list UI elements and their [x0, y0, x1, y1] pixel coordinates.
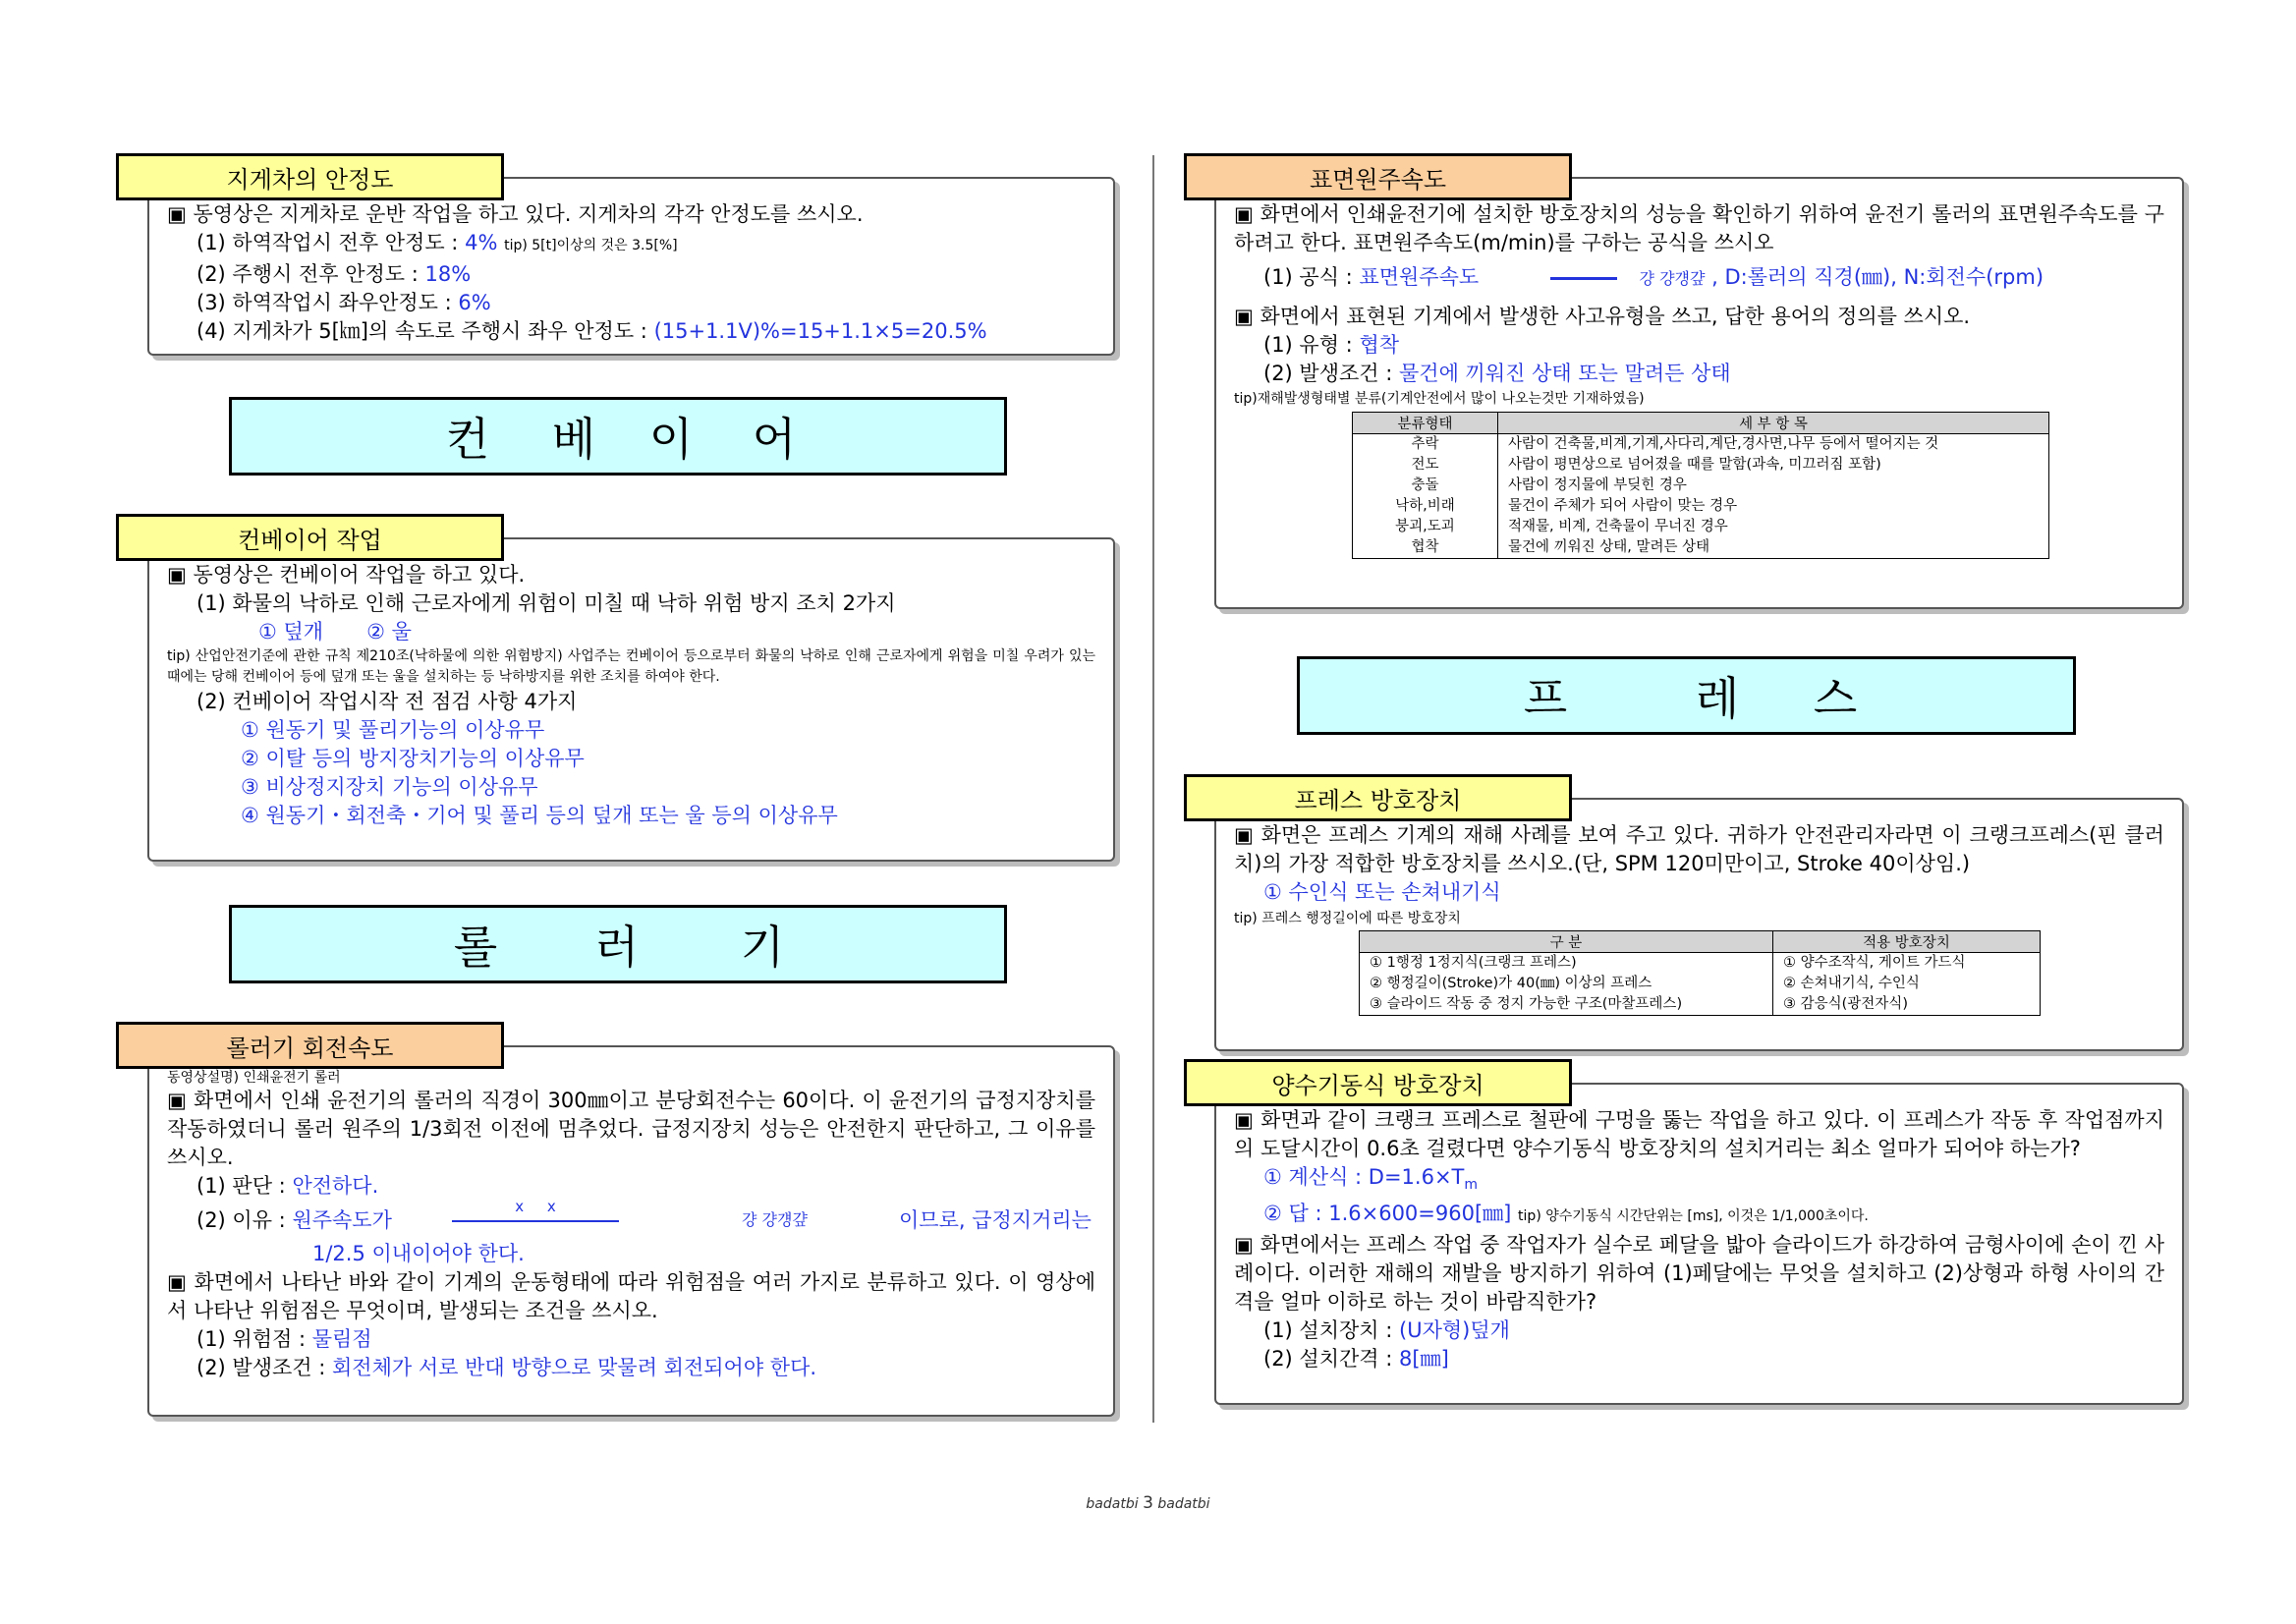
table-row: ② 행정길이(Stroke)가 40(㎜) 이상의 프레스 ② 손쳐내기식, 수인식: [1360, 974, 2041, 994]
roller-question-1: ▣ 화면에서 인쇄 윤전기의 롤러의 직경이 300㎜이고 분당회전수는 60이다. 이 윤전기의 급정지장치를 작동하였더니 롤러 원주의 1/3회전 이전에 멈추었다. 급정지장치 성능은 안전한지 판단하고, 그 이유를 쓰시오.: [167, 1089, 1095, 1169]
forklift-item-1: (1) 하역작업시 전후 안정도 : 4% tip) 5[t]이상의 것은 3.5[%]: [196, 231, 678, 254]
conveyor-section-title: 컨베이어 작업: [116, 514, 504, 561]
roller-banner: 롤 러 기: [229, 905, 1007, 983]
roller-panel: [147, 1045, 1115, 1417]
roller-garbled-formula: 걍 걍걩걒: [742, 1210, 808, 1229]
accident-type-table: [1352, 412, 2049, 559]
page-number: 3: [1143, 1493, 1153, 1513]
press-banner: 프 레 스: [1297, 656, 2076, 735]
press-tip: tip) 프레스 행정길이에 따른 방호장치: [1234, 911, 1461, 926]
conveyor-q2: (2) 컨베이어 작업시작 전 점검 사항 4가지: [196, 690, 578, 713]
roller-hazard: (1) 위험점 : 물림점: [196, 1327, 372, 1351]
table-row: 추락 사람이 건축물,비계,기계,사다리,계단,경사면,나무 등에서 떨어지는 것: [1353, 434, 2049, 456]
twohand-section-title: 양수기동식 방호장치: [1184, 1059, 1572, 1106]
footer-left: badatbi: [1086, 1496, 1139, 1512]
surface-condition: (2) 발생조건 : 물건에 끼워진 상태 또는 말려든 상태: [1263, 362, 1731, 385]
conveyor-q1: (1) 화물의 낙하로 인해 근로자에게 위험이 미칠 때 낙하 위험 방지 조치 2가지: [196, 591, 896, 615]
forklift-question: ▣ 동영상은 지게차로 운반 작업을 하고 있다. 지게차의 각각 안정도를 쓰시오.: [167, 202, 864, 226]
press-panel: [1214, 798, 2184, 1051]
conveyor-a1: ① 덮개 ② 울: [258, 620, 412, 644]
twohand-tip: tip) 양수기동식 시간단위는 [ms], 이것은 1/1,000초이다.: [1518, 1208, 1869, 1225]
conveyor-tip: tip) 산업안전기준에 관한 규칙 제210조(낙하물에 의한 위험방지) 사업주는 컨베이어 등으로부터 화물의 낙하로 인해 근로자에게 위험을 미칠 우려가 있는 때에는 당해 컨베이어 등에 덮개 또는 울을 설치하는 등 낙하방지를 위한 조치를 하여야 한다.: [167, 648, 1095, 685]
twohand-question-1: ▣ 화면과 같이 크랭크 프레스로 철판에 구멍을 뚫는 작업을 하고 있다. 이 프레스가 작동 후 작업점까지의 도달시간이 0.6초 걸렸다면 양수기동식 방호장치의 설치거리는 최소 얼마가 되어야 하는가?: [1234, 1108, 2164, 1160]
forklift-item-3: (3) 하역작업시 좌우안정도 : 6%: [196, 291, 491, 314]
press-table-header-device: 적용 방호장치: [1773, 931, 2041, 953]
surface-section-title: 표면원주속도: [1184, 153, 1572, 200]
table-row: 충돌 사람이 정지물에 부딪힌 경우: [1353, 476, 2049, 496]
forklift-item-4: (4) 지게차가 5[㎞]의 속도로 주행시 좌우 안정도 : (15+1.1V)%=15+1.1×5=20.5%: [196, 319, 987, 343]
forklift-panel: [147, 177, 1115, 356]
conveyor-question: ▣ 동영상은 컨베이어 작업을 하고 있다.: [167, 563, 526, 587]
table-row: ③ 슬라이드 작동 중 정지 가능한 구조(마찰프레스) ③ 감응식(광전자식): [1360, 994, 2041, 1016]
forklift-section-title: 지게차의 안정도: [116, 153, 504, 200]
table-row: ① 1행정 1정지식(크랭크 프레스) ① 양수조작식, 게이트 가드식: [1360, 953, 2041, 975]
accident-table-header-detail: 세 부 항 목: [1498, 413, 2049, 434]
roller-condition: (2) 발생조건 : 회전체가 서로 반대 방향으로 맞물려 회전되어야 한다.: [196, 1356, 817, 1379]
twohand-question-2: ▣ 화면에서는 프레스 작업 중 작업자가 실수로 페달을 밟아 슬라이드가 하강하여 금형사이에 손이 낀 사례이다. 이러한 재해의 재발을 방지하기 위하여 (1)페달에는 무엇을 설치하고 (2)상형과 하형 사이의 간격을 얼마 이하로 하는 것이 바람직한가?: [1234, 1233, 2164, 1315]
table-row: 낙하,비래 물건이 주체가 되어 사람이 맞는 경우: [1353, 496, 2049, 517]
twohand-answer: ② 답 : 1.6×600=960[㎜] tip) 양수기동식 시간단위는 [ms], 이것은 1/1,000초이다.: [1263, 1202, 1869, 1226]
twohand-gap: (2) 설치간격 : 8[㎜]: [1263, 1347, 1449, 1372]
press-section-title: 프레스 방호장치: [1184, 774, 1572, 821]
surface-question-2: ▣ 화면에서 표현된 기계에서 발생한 사고유형을 쓰고, 답한 용어의 정의를 쓰시오.: [1234, 305, 1971, 328]
surface-question-1: ▣ 화면에서 인쇄윤전기에 설치한 방호장치의 성능을 확인하기 위하여 윤전기 롤러의 표면원주속도를 구하려고 한다. 표면원주속도(m/min)를 구하는 공식을 쓰시오: [1234, 202, 2164, 254]
press-question: ▣ 화면은 프레스 기계의 재해 사례를 보여 주고 있다. 귀하가 안전관리자라면 이 크랭크프레스(핀 클러치)의 가장 적합한 방호장치를 쓰시오.(단, SPM 120미만이고, Stroke 40이상임.): [1234, 823, 2164, 875]
twohand-panel: [1214, 1083, 2184, 1405]
table-row: 붕괴,도괴 적재물, 비계, 건축물이 무너진 경우: [1353, 517, 2049, 537]
surface-panel: [1214, 177, 2184, 609]
surface-fraction-bar: [1550, 277, 1617, 280]
footer-right: badatbi: [1157, 1496, 1210, 1512]
roller-question-2: ▣ 화면에서 나타난 바와 같이 기계의 운동형태에 따라 위험점을 여러 가지로 분류하고 있다. 이 영상에서 나타난 위험점은 무엇이며, 발생되는 조건을 쓰시오.: [167, 1270, 1095, 1322]
conveyor-banner: 컨 베 이 어: [229, 397, 1007, 476]
conveyor-a2-4: ④ 원동기・회전축・기어 및 풀리 등의 덮개 또는 울 등의 이상유무: [241, 804, 838, 827]
page-footer: [0, 1493, 2296, 1513]
forklift-item-2: (2) 주행시 전후 안정도 : 18%: [196, 262, 472, 286]
twohand-device: (1) 설치장치 : (U자형)덮개: [1263, 1318, 1510, 1343]
conveyor-panel: [147, 537, 1115, 862]
forklift-tip: tip) 5[t]이상의 것은 3.5[%]: [504, 238, 678, 253]
roller-note: 동영상설명) 인쇄윤전기 롤러: [167, 1070, 341, 1086]
conveyor-a2-2: ② 이탈 등의 방지장치기능의 이상유무: [241, 747, 585, 770]
surface-garbled-formula: 걍 걍걩걒: [1639, 269, 1706, 288]
twohand-calc: ① 계산식 : $D=1.6\times T_m$: [1263, 1165, 1479, 1194]
roller-judge: (1) 판단 : 안전하다.: [196, 1174, 379, 1198]
conveyor-a2-1: ① 원동기 및 풀리기능의 이상유무: [241, 718, 545, 742]
surface-tip: tip)재해발생형태별 분류(기계안전에서 많이 나오는것만 기재하였음): [1234, 391, 1645, 407]
press-guard-table: [1359, 930, 2041, 1016]
table-row: 협착 물건에 끼워진 상태, 말려든 상태: [1353, 537, 2049, 559]
roller-fraction-top: x x: [515, 1198, 556, 1215]
surface-formula: (1) 공식 : 표면원주속도 걍 걍걩걒 , D:롤러의 직경(㎜), N:회전수(rpm): [1263, 265, 2044, 289]
roller-fraction-bar: [452, 1220, 619, 1222]
conveyor-a2-3: ③ 비상정지장치 기능의 이상유무: [241, 775, 538, 799]
table-row: 전도 사람이 평면상으로 넘어졌을 때를 말함(과속, 미끄러짐 포함): [1353, 455, 2049, 476]
roller-section-title: 롤러기 회전속도: [116, 1022, 504, 1069]
press-answer: ① 수인식 또는 손쳐내기식: [1263, 880, 1501, 904]
column-divider: [1152, 155, 1154, 1423]
roller-reason: (2) 이유 : 원주속도가 x x 걍 걍걩걒 이므로, 급정지거리는: [167, 1201, 1095, 1240]
roller-reason-cont: 1/2.5 이내이어야 한다.: [312, 1242, 525, 1265]
accident-table-header-type: 분류형태: [1353, 413, 1498, 434]
surface-type: (1) 유형 : 협착: [1263, 333, 1400, 357]
press-table-header-category: 구 분: [1360, 931, 1773, 953]
